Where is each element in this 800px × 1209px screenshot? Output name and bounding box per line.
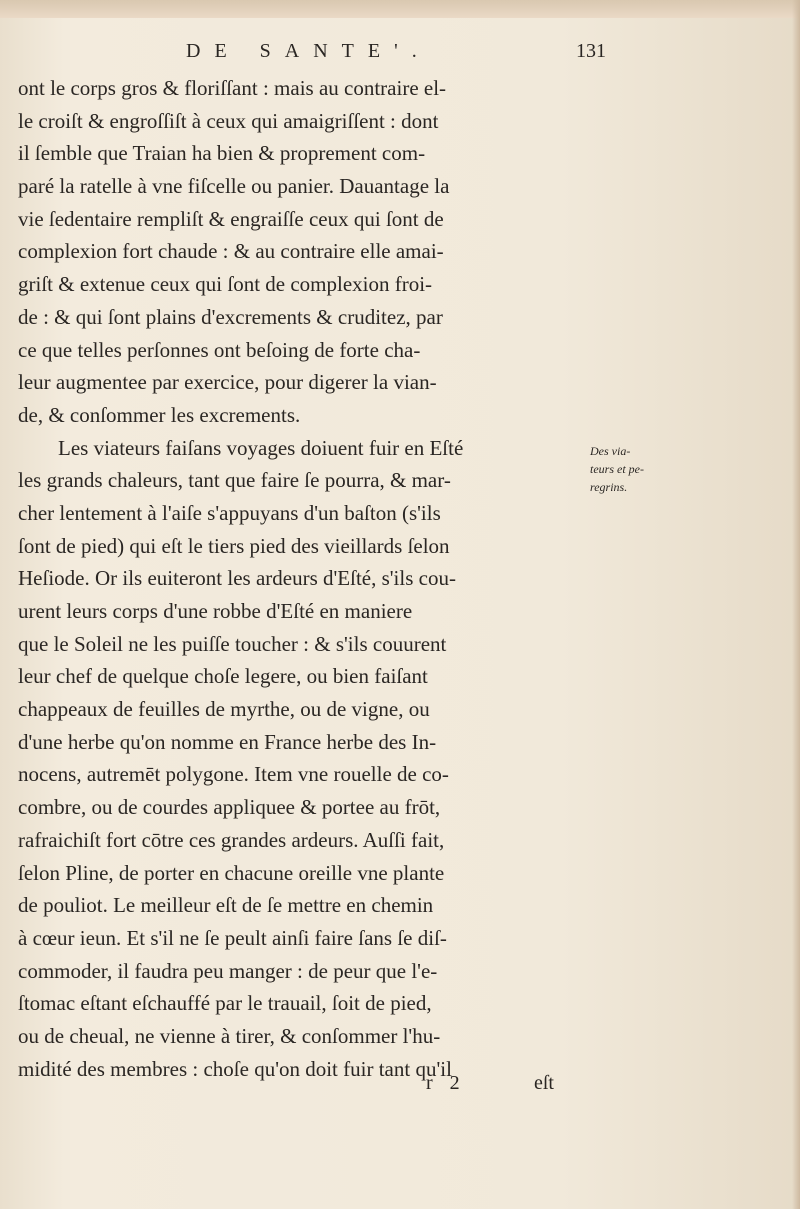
text-line: midité des membres : choſe qu'on doit fuir tant qu'il <box>18 1056 452 1081</box>
margin-note-line: teurs et pe- <box>590 462 644 476</box>
text-line: ſtomac eſtant eſchauffé par le trauail, ſoit de pied, <box>18 991 432 1016</box>
text-line: il ſemble que Traian ha bien & proprement com- <box>18 141 426 166</box>
text-line: griſt & extenue ceux qui ſont de complexion froi- <box>18 272 433 297</box>
text-line: chappeaux de feuilles de myrthe, ou de vigne, ou <box>18 697 430 722</box>
text-line: commoder, il faudra peu manger : de peur que l'e- <box>18 958 438 983</box>
text-line: de pouliot. Le meilleur eſt de ſe mettre en chemin <box>18 893 434 918</box>
text-line: ont le corps gros & floriſſant : mais au contraire el- <box>18 76 447 100</box>
text-line: vie ſedentaire rempliſt & engraiſſe ceux qui ſont de <box>18 206 444 231</box>
body-text <box>18 72 588 1085</box>
text-line: d'une herbe qu'on nomme en France herbe des In- <box>18 729 437 754</box>
text-line: ce que telles perſonnes ont beſoing de forte cha- <box>18 337 421 362</box>
page-header <box>0 40 800 70</box>
text-line: paré la ratelle à vne fiſcelle ou panier. Dauantage la <box>18 174 450 199</box>
paragraph-start-line: Les viateurs faiſans voyages doiuent fuir en Eſté <box>58 435 464 460</box>
margin-note <box>590 442 710 496</box>
text-line: rafraichiſt fort cōtre ces grandes ardeurs. Auſſi fait, <box>18 827 445 852</box>
catchword: eſt <box>534 1072 554 1094</box>
text-line: Heſiode. Or ils euiteront les ardeurs d'Eſté, s'ils cou- <box>18 566 456 591</box>
text-line: nocens, autremēt polygone. Item vne rouelle de co- <box>18 762 449 787</box>
text-line: ſont de pied) qui eſt le tiers pied des vieillards ſelon <box>18 533 450 558</box>
text-line: leur augmentee par exercice, pour digerer la vian- <box>18 370 437 395</box>
text-line: ſelon Pline, de porter en chacune oreille vne plante <box>18 860 445 885</box>
text-line: complexion fort chaude : & au contraire elle amai- <box>18 239 444 264</box>
running-title: DE SANTE'. <box>186 40 431 62</box>
text-line: le croiſt & engroſſiſt à ceux qui amaigriſſent : dont <box>18 108 439 133</box>
margin-note-line: regrins. <box>590 480 628 494</box>
text-line: urent leurs corps d'une robbe d'Eſté en maniere <box>18 599 413 623</box>
text-line: à cœur ieun. Et s'il ne ſe peult ainſi faire ſans ſe diſ- <box>18 925 447 950</box>
text-line: leur chef de quelque choſe legere, ou bien faiſant <box>18 664 428 689</box>
margin-note-line: Des via- <box>590 444 631 458</box>
page-top-edge <box>0 0 800 18</box>
text-line: ou de cheual, ne vienne à tirer, & conſommer l'hu- <box>18 1023 441 1048</box>
signature-mark: r 2 <box>426 1072 466 1094</box>
text-line: de : & qui ſont plains d'excrements & cruditez, par <box>18 304 443 329</box>
text-line: combre, ou de courdes appliquee & portee au frōt, <box>18 795 441 820</box>
text-line: de, & conſommer les excrements. <box>18 402 301 427</box>
page-right-edge <box>792 0 800 1209</box>
text-line: les grands chaleurs, tant que faire ſe pourra, & mar- <box>18 468 451 493</box>
text-line: que le Soleil ne les puiſſe toucher : & s'ils couurent <box>18 631 447 656</box>
text-line: cher lentement à l'aiſe s'appuyans d'un baſton (s'ils <box>18 500 441 525</box>
page-number: 131 <box>576 40 606 62</box>
